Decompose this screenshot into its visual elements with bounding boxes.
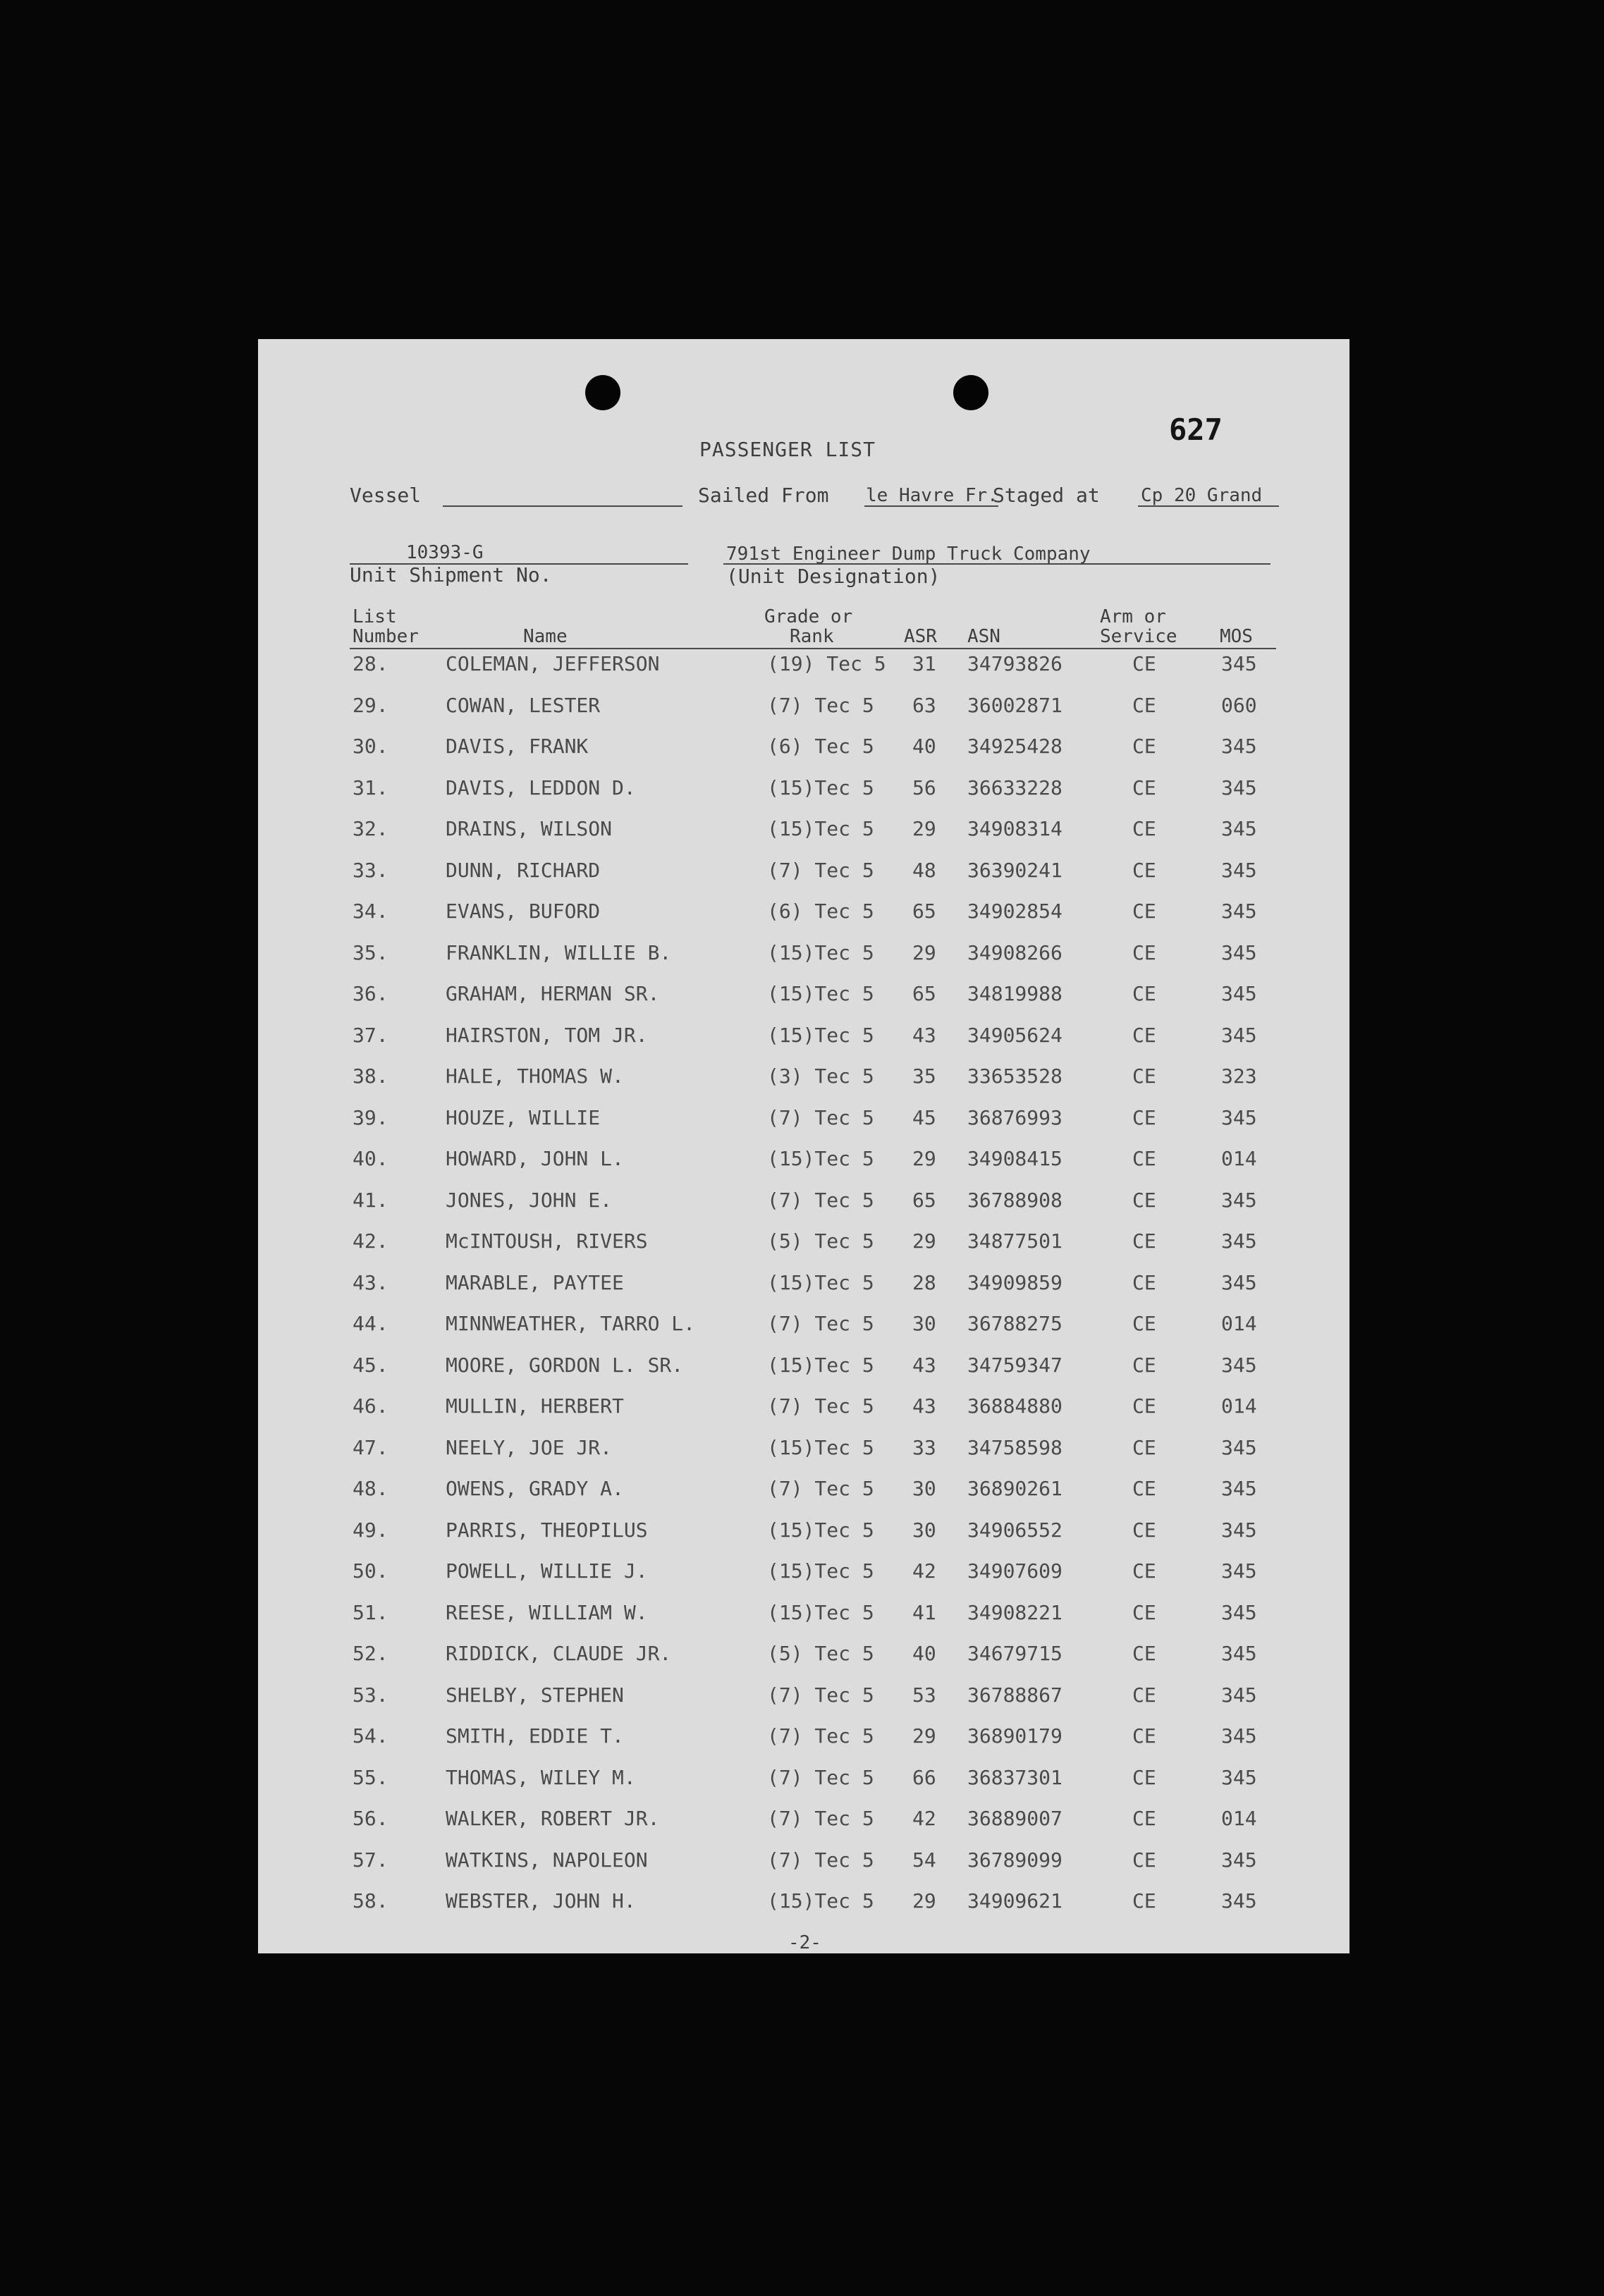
arm-service: CE xyxy=(1132,652,1156,675)
arm-service: CE xyxy=(1132,775,1156,799)
grade-rank: (15)Tec 5 xyxy=(767,1353,874,1377)
table-row xyxy=(258,1724,1349,1765)
passenger-name: MINNWEATHER, TARRO L. xyxy=(446,1312,696,1335)
header-asn: ASN xyxy=(967,626,1000,647)
grade-rank: (15)Tec 5 xyxy=(767,1147,874,1170)
army-serial-number: 33653528 xyxy=(967,1064,1063,1088)
mos-code: 345 xyxy=(1221,900,1257,923)
unit-shipment-label: Unit Shipment No. xyxy=(350,563,552,587)
army-serial-number: 36884880 xyxy=(967,1394,1063,1418)
table-row xyxy=(258,1477,1349,1518)
staged-at-label: Staged at xyxy=(993,484,1100,507)
arm-service: CE xyxy=(1132,1105,1156,1129)
passenger-name: MARABLE, PAYTEE xyxy=(446,1270,624,1294)
list-number: 56. xyxy=(353,1807,388,1830)
grade-rank: (6) Tec 5 xyxy=(767,735,874,758)
mos-code: 345 xyxy=(1221,1435,1257,1459)
army-serial-number: 36788867 xyxy=(967,1683,1063,1707)
arm-service: CE xyxy=(1132,1477,1156,1500)
grade-rank: (15)Tec 5 xyxy=(767,1435,874,1459)
header-asr: ASR xyxy=(904,626,937,647)
mos-code: 345 xyxy=(1221,817,1257,840)
passenger-list-sheet xyxy=(258,339,1349,1953)
table-row xyxy=(258,694,1349,735)
passenger-name: WEBSTER, JOHN H. xyxy=(446,1889,636,1913)
passenger-name: DUNN, RICHARD xyxy=(446,858,601,882)
army-serial-number: 34908415 xyxy=(967,1147,1063,1170)
asr-score: 29 xyxy=(912,1724,936,1748)
mos-code: 345 xyxy=(1221,1477,1257,1500)
arm-service: CE xyxy=(1132,1765,1156,1789)
asr-score: 31 xyxy=(912,652,936,675)
grade-rank: (7) Tec 5 xyxy=(767,858,874,882)
arm-service: CE xyxy=(1132,1064,1156,1088)
passenger-name: SHELBY, STEPHEN xyxy=(446,1683,624,1707)
passenger-name: MULLIN, HERBERT xyxy=(446,1394,624,1418)
mos-code: 345 xyxy=(1221,735,1257,758)
asr-score: 29 xyxy=(912,1889,936,1913)
army-serial-number: 36890179 xyxy=(967,1724,1063,1748)
asr-score: 43 xyxy=(912,1394,936,1418)
passenger-name: SMITH, EDDIE T. xyxy=(446,1724,624,1748)
list-number: 54. xyxy=(353,1724,388,1748)
list-number: 51. xyxy=(353,1600,388,1624)
list-number: 44. xyxy=(353,1312,388,1335)
arm-service: CE xyxy=(1132,1889,1156,1913)
list-number: 36. xyxy=(353,982,388,1005)
asr-score: 35 xyxy=(912,1064,936,1088)
table-row xyxy=(258,1271,1349,1312)
table-row xyxy=(258,652,1349,693)
asr-score: 43 xyxy=(912,1353,936,1377)
list-number: 52. xyxy=(353,1642,388,1665)
grade-rank: (15)Tec 5 xyxy=(767,940,874,964)
army-serial-number: 36789099 xyxy=(967,1848,1063,1872)
arm-service: CE xyxy=(1132,1600,1156,1624)
army-serial-number: 36788908 xyxy=(967,1188,1063,1212)
arm-service: CE xyxy=(1132,1394,1156,1418)
table-row xyxy=(258,1353,1349,1394)
grade-rank: (7) Tec 5 xyxy=(767,1105,874,1129)
army-serial-number: 36002871 xyxy=(967,693,1063,717)
mos-code: 345 xyxy=(1221,1353,1257,1377)
passenger-name: DRAINS, WILSON xyxy=(446,817,613,840)
arm-service: CE xyxy=(1132,1229,1156,1253)
army-serial-number: 36890261 xyxy=(967,1477,1063,1500)
mos-code: 345 xyxy=(1221,1724,1257,1748)
list-number: 58. xyxy=(353,1889,388,1913)
list-number: 57. xyxy=(353,1848,388,1872)
army-serial-number: 34905624 xyxy=(967,1023,1063,1047)
grade-rank: (15)Tec 5 xyxy=(767,1600,874,1624)
punch-hole-right xyxy=(953,375,988,410)
grade-rank: (7) Tec 5 xyxy=(767,1394,874,1418)
arm-service: CE xyxy=(1132,1518,1156,1542)
arm-service: CE xyxy=(1132,1147,1156,1170)
arm-service: CE xyxy=(1132,1353,1156,1377)
mos-code: 345 xyxy=(1221,1600,1257,1624)
list-number: 45. xyxy=(353,1353,388,1377)
grade-rank: (15)Tec 5 xyxy=(767,817,874,840)
arm-service: CE xyxy=(1132,1023,1156,1047)
mos-code: 345 xyxy=(1221,1848,1257,1872)
mos-code: 345 xyxy=(1221,858,1257,882)
sailed-from-label: Sailed From xyxy=(698,484,829,507)
asr-score: 40 xyxy=(912,735,936,758)
arm-service: CE xyxy=(1132,1848,1156,1872)
grade-rank: (7) Tec 5 xyxy=(767,1848,874,1872)
asr-score: 66 xyxy=(912,1765,936,1789)
arm-service: CE xyxy=(1132,1683,1156,1707)
grade-rank: (15)Tec 5 xyxy=(767,982,874,1005)
grade-rank: (19) Tec 5 xyxy=(767,652,886,675)
list-number: 42. xyxy=(353,1229,388,1253)
arm-service: CE xyxy=(1132,1312,1156,1335)
arm-service: CE xyxy=(1132,1807,1156,1830)
mos-code: 345 xyxy=(1221,1105,1257,1129)
grade-rank: (7) Tec 5 xyxy=(767,1724,874,1748)
asr-score: 29 xyxy=(912,1147,936,1170)
army-serial-number: 34909859 xyxy=(967,1270,1063,1294)
grade-rank: (3) Tec 5 xyxy=(767,1064,874,1088)
header-rule xyxy=(350,648,1276,649)
mos-code: 345 xyxy=(1221,775,1257,799)
page-number: 627 xyxy=(1169,412,1223,447)
grade-rank: (7) Tec 5 xyxy=(767,1765,874,1789)
table-row xyxy=(258,817,1349,858)
asr-score: 42 xyxy=(912,1559,936,1583)
list-number: 43. xyxy=(353,1270,388,1294)
passenger-name: COWAN, LESTER xyxy=(446,693,601,717)
table-row xyxy=(258,1312,1349,1353)
army-serial-number: 34907609 xyxy=(967,1559,1063,1583)
passenger-name: HAIRSTON, TOM JR. xyxy=(446,1023,648,1047)
army-serial-number: 36788275 xyxy=(967,1312,1063,1335)
list-number: 29. xyxy=(353,693,388,717)
list-number: 38. xyxy=(353,1064,388,1088)
table-row xyxy=(258,1024,1349,1064)
grade-rank: (7) Tec 5 xyxy=(767,1188,874,1212)
table-row xyxy=(258,1394,1349,1435)
table-row xyxy=(258,1559,1349,1600)
asr-score: 48 xyxy=(912,858,936,882)
table-row xyxy=(258,1642,1349,1683)
unit-shipment-number: 10393-G xyxy=(406,542,484,563)
grade-rank: (15)Tec 5 xyxy=(767,1023,874,1047)
list-number: 40. xyxy=(353,1147,388,1170)
mos-code: 345 xyxy=(1221,1765,1257,1789)
passenger-name: POWELL, WILLIE J. xyxy=(446,1559,648,1583)
asr-score: 65 xyxy=(912,982,936,1005)
passenger-name: HOWARD, JOHN L. xyxy=(446,1147,624,1170)
arm-service: CE xyxy=(1132,817,1156,840)
army-serial-number: 34908221 xyxy=(967,1600,1063,1624)
list-number: 41. xyxy=(353,1188,388,1212)
table-row xyxy=(258,941,1349,982)
asr-score: 29 xyxy=(912,940,936,964)
army-serial-number: 36876993 xyxy=(967,1105,1063,1129)
asr-score: 56 xyxy=(912,775,936,799)
passenger-name: OWENS, GRADY A. xyxy=(446,1477,624,1500)
grade-rank: (5) Tec 5 xyxy=(767,1642,874,1665)
passenger-name: JONES, JOHN E. xyxy=(446,1188,613,1212)
grade-rank: (15)Tec 5 xyxy=(767,1559,874,1583)
army-serial-number: 34759347 xyxy=(967,1353,1063,1377)
table-row xyxy=(258,1683,1349,1724)
passenger-name: EVANS, BUFORD xyxy=(446,900,601,923)
mos-code: 345 xyxy=(1221,1023,1257,1047)
table-row xyxy=(258,776,1349,817)
arm-service: CE xyxy=(1132,1642,1156,1665)
army-serial-number: 34908314 xyxy=(967,817,1063,840)
asr-score: 29 xyxy=(912,817,936,840)
arm-service: CE xyxy=(1132,982,1156,1005)
passenger-name: COLEMAN, JEFFERSON xyxy=(446,652,660,675)
arm-service: CE xyxy=(1132,858,1156,882)
header-list-number: List Number xyxy=(353,606,419,647)
mos-code: 014 xyxy=(1221,1312,1257,1335)
list-number: 30. xyxy=(353,735,388,758)
list-number: 46. xyxy=(353,1394,388,1418)
arm-service: CE xyxy=(1132,735,1156,758)
mos-code: 345 xyxy=(1221,1229,1257,1253)
mos-code: 345 xyxy=(1221,1642,1257,1665)
passenger-name: REESE, WILLIAM W. xyxy=(446,1600,648,1624)
staged-at-value: Cp 20 Grand xyxy=(1141,485,1263,506)
mos-code: 345 xyxy=(1221,1683,1257,1707)
grade-rank: (6) Tec 5 xyxy=(767,900,874,923)
passenger-name: MOORE, GORDON L. SR. xyxy=(446,1353,684,1377)
passenger-name: FRANKLIN, WILLIE B. xyxy=(446,940,672,964)
punch-hole-left xyxy=(585,375,620,410)
arm-service: CE xyxy=(1132,1559,1156,1583)
list-number: 47. xyxy=(353,1435,388,1459)
grade-rank: (15)Tec 5 xyxy=(767,1270,874,1294)
asr-score: 43 xyxy=(912,1023,936,1047)
mos-code: 345 xyxy=(1221,652,1257,675)
unit-designation: 791st Engineer Dump Truck Company xyxy=(726,544,1091,565)
army-serial-number: 34793826 xyxy=(967,652,1063,675)
asr-score: 30 xyxy=(912,1518,936,1542)
table-row xyxy=(258,1889,1349,1930)
table-row xyxy=(258,1848,1349,1889)
list-number: 35. xyxy=(353,940,388,964)
table-row xyxy=(258,1436,1349,1477)
mos-code: 345 xyxy=(1221,1188,1257,1212)
asr-score: 63 xyxy=(912,693,936,717)
asr-score: 29 xyxy=(912,1229,936,1253)
mos-code: 345 xyxy=(1221,1270,1257,1294)
table-row xyxy=(258,1147,1349,1188)
list-number: 37. xyxy=(353,1023,388,1047)
asr-score: 54 xyxy=(912,1848,936,1872)
list-number: 39. xyxy=(353,1105,388,1129)
passenger-name: PARRIS, THEOPILUS xyxy=(446,1518,648,1542)
list-number: 49. xyxy=(353,1518,388,1542)
asr-score: 65 xyxy=(912,1188,936,1212)
table-row xyxy=(258,1229,1349,1270)
mos-code: 060 xyxy=(1221,693,1257,717)
passenger-name: DAVIS, LEDDON D. xyxy=(446,775,636,799)
army-serial-number: 36390241 xyxy=(967,858,1063,882)
grade-rank: (5) Tec 5 xyxy=(767,1229,874,1253)
army-serial-number: 34909621 xyxy=(967,1889,1063,1913)
table-row xyxy=(258,1807,1349,1848)
passenger-name: GRAHAM, HERMAN SR. xyxy=(446,982,660,1005)
header-mos: MOS xyxy=(1220,626,1253,647)
list-number: 48. xyxy=(353,1477,388,1500)
list-number: 34. xyxy=(353,900,388,923)
army-serial-number: 34925428 xyxy=(967,735,1063,758)
sailed-from-value: le Havre Fr. xyxy=(866,485,998,506)
arm-service: CE xyxy=(1132,940,1156,964)
mos-code: 345 xyxy=(1221,982,1257,1005)
unit-designation-label: (Unit Designation) xyxy=(726,565,941,588)
mos-code: 345 xyxy=(1221,1889,1257,1913)
arm-service: CE xyxy=(1132,1188,1156,1212)
army-serial-number: 34902854 xyxy=(967,900,1063,923)
asr-score: 30 xyxy=(912,1477,936,1500)
army-serial-number: 34908266 xyxy=(967,940,1063,964)
asr-score: 40 xyxy=(912,1642,936,1665)
mos-code: 014 xyxy=(1221,1807,1257,1830)
arm-service: CE xyxy=(1132,1724,1156,1748)
passenger-name: NEELY, JOE JR. xyxy=(446,1435,613,1459)
passenger-name: McINTOUSH, RIVERS xyxy=(446,1229,648,1253)
grade-rank: (15)Tec 5 xyxy=(767,1518,874,1542)
asr-score: 45 xyxy=(912,1105,936,1129)
army-serial-number: 34758598 xyxy=(967,1435,1063,1459)
grade-rank: (7) Tec 5 xyxy=(767,1683,874,1707)
staged-at-underline xyxy=(1138,505,1279,507)
asr-score: 41 xyxy=(912,1600,936,1624)
asr-score: 65 xyxy=(912,900,936,923)
army-serial-number: 36837301 xyxy=(967,1765,1063,1789)
arm-service: CE xyxy=(1132,1270,1156,1294)
table-row xyxy=(258,982,1349,1023)
list-number: 31. xyxy=(353,775,388,799)
list-number: 33. xyxy=(353,858,388,882)
passenger-name: WATKINS, NAPOLEON xyxy=(446,1848,648,1872)
table-row xyxy=(258,859,1349,900)
list-number: 50. xyxy=(353,1559,388,1583)
grade-rank: (15)Tec 5 xyxy=(767,775,874,799)
table-row xyxy=(258,900,1349,940)
asr-score: 42 xyxy=(912,1807,936,1830)
arm-service: CE xyxy=(1132,693,1156,717)
table-row xyxy=(258,1518,1349,1559)
grade-rank: (7) Tec 5 xyxy=(767,1807,874,1830)
grade-rank: (7) Tec 5 xyxy=(767,1312,874,1335)
army-serial-number: 36889007 xyxy=(967,1807,1063,1830)
army-serial-number: 36633228 xyxy=(967,775,1063,799)
asr-score: 30 xyxy=(912,1312,936,1335)
mos-code: 345 xyxy=(1221,1559,1257,1583)
table-row xyxy=(258,1064,1349,1105)
grade-rank: (15)Tec 5 xyxy=(767,1889,874,1913)
asr-score: 28 xyxy=(912,1270,936,1294)
asr-score: 53 xyxy=(912,1683,936,1707)
table-row xyxy=(258,735,1349,775)
passenger-name: WALKER, ROBERT JR. xyxy=(446,1807,660,1830)
mos-code: 345 xyxy=(1221,940,1257,964)
mos-code: 345 xyxy=(1221,1518,1257,1542)
header-arm-service: Arm or Service xyxy=(1100,606,1177,647)
grade-rank: (7) Tec 5 xyxy=(767,1477,874,1500)
army-serial-number: 34819988 xyxy=(967,982,1063,1005)
grade-rank: (7) Tec 5 xyxy=(767,693,874,717)
sailed-from-underline xyxy=(864,505,998,507)
asr-score: 33 xyxy=(912,1435,936,1459)
army-serial-number: 34679715 xyxy=(967,1642,1063,1665)
mos-code: 014 xyxy=(1221,1394,1257,1418)
mos-code: 014 xyxy=(1221,1147,1257,1170)
arm-service: CE xyxy=(1132,1435,1156,1459)
table-row xyxy=(258,1189,1349,1229)
header-grade: Grade or Rank xyxy=(764,606,853,647)
list-number: 55. xyxy=(353,1765,388,1789)
page-footer: -2- xyxy=(788,1932,821,1953)
list-number: 32. xyxy=(353,817,388,840)
table-row xyxy=(258,1766,1349,1807)
passenger-name: RIDDICK, CLAUDE JR. xyxy=(446,1642,672,1665)
mos-code: 323 xyxy=(1221,1064,1257,1088)
vessel-label: Vessel xyxy=(350,484,422,507)
list-number: 53. xyxy=(353,1683,388,1707)
document-title: PASSENGER LIST xyxy=(699,438,876,461)
passenger-name: DAVIS, FRANK xyxy=(446,735,589,758)
table-row xyxy=(258,1106,1349,1147)
vessel-underline xyxy=(443,505,682,507)
header-name: Name xyxy=(523,626,568,647)
passenger-name: HOUZE, WILLIE xyxy=(446,1105,601,1129)
army-serial-number: 34906552 xyxy=(967,1518,1063,1542)
arm-service: CE xyxy=(1132,900,1156,923)
table-row xyxy=(258,1601,1349,1642)
army-serial-number: 34877501 xyxy=(967,1229,1063,1253)
passenger-name: THOMAS, WILEY M. xyxy=(446,1765,636,1789)
list-number: 28. xyxy=(353,652,388,675)
passenger-name: HALE, THOMAS W. xyxy=(446,1064,624,1088)
